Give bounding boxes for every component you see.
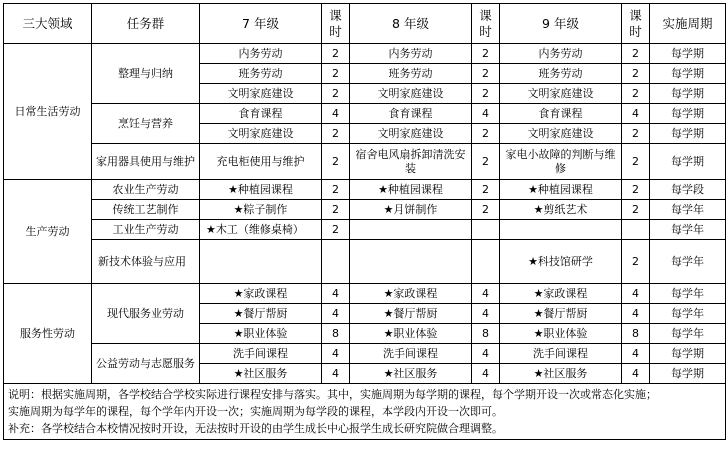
grade9-item: ★剪纸艺术	[500, 200, 622, 220]
grade7-item: 洗手间课程	[200, 344, 322, 364]
grade8-item: ★月饼制作	[350, 200, 472, 220]
grade7-hours: 4	[322, 304, 350, 324]
cycle-cell: 每学年	[650, 284, 726, 304]
grade8-hours: 2	[472, 144, 500, 180]
grade8-hours: 2	[472, 200, 500, 220]
grade7-item: ★职业体验	[200, 324, 322, 344]
grade9-item: 家电小故障的判断与维修	[500, 144, 622, 180]
grade7-item: ★粽子制作	[200, 200, 322, 220]
grade8-item: ★种植园课程	[350, 180, 472, 200]
grade9-item: 内务劳动	[500, 44, 622, 64]
grade9-hours: 2	[622, 180, 650, 200]
cycle-cell: 每学期	[650, 124, 726, 144]
table-row	[4, 284, 726, 304]
header-domain: 三大领域	[4, 4, 92, 44]
grade8-item: 宿舍电风扇拆卸清洗安装	[350, 144, 472, 180]
grade9-item: ★家政课程	[500, 284, 622, 304]
cycle-cell: 每学期	[650, 84, 726, 104]
grade9-hours: 2	[622, 124, 650, 144]
table-row	[4, 220, 726, 240]
grade7-item: 内务劳动	[200, 44, 322, 64]
group-cell: 现代服务业劳动	[92, 284, 200, 344]
table-row	[4, 104, 726, 124]
domain-cell: 日常生活劳动	[4, 44, 92, 180]
grade9-hours: 2	[622, 240, 650, 284]
grade8-hours: 4	[472, 284, 500, 304]
grade8-item: ★社区服务	[350, 364, 472, 384]
header-cycle: 实施周期	[650, 4, 726, 44]
grade7-hours: 4	[322, 284, 350, 304]
header-row	[4, 4, 726, 44]
grade9-item	[500, 220, 622, 240]
grade9-item: ★科技馆研学	[500, 240, 622, 284]
grade8-item: ★职业体验	[350, 324, 472, 344]
table-row	[4, 144, 726, 180]
grade9-item: 班务劳动	[500, 64, 622, 84]
grade8-hours: 8	[472, 324, 500, 344]
grade9-hours: 8	[622, 324, 650, 344]
grade7-item: 充电柜使用与维护	[200, 144, 322, 180]
cycle-cell: 每学年	[650, 304, 726, 324]
grade7-hours: 2	[322, 144, 350, 180]
grade8-hours: 4	[472, 344, 500, 364]
grade8-hours: 4	[472, 364, 500, 384]
grade9-item: 文明家庭建设	[500, 124, 622, 144]
labor-course-table	[3, 3, 726, 440]
notes-cell	[4, 384, 726, 440]
grade7-item: 食育课程	[200, 104, 322, 124]
header-hours-8: 课时	[472, 4, 500, 44]
cycle-cell: 每学期	[650, 44, 726, 64]
cycle-cell: 每学期	[650, 104, 726, 124]
grade8-item: 文明家庭建设	[350, 124, 472, 144]
grade9-item: ★餐厅帮厨	[500, 304, 622, 324]
grade7-item: ★家政课程	[200, 284, 322, 304]
grade9-item: 洗手间课程	[500, 344, 622, 364]
grade7-hours	[322, 240, 350, 284]
group-cell: 家用器具使用与维护	[92, 144, 200, 180]
grade8-item: ★餐厅帮厨	[350, 304, 472, 324]
grade8-item: ★家政课程	[350, 284, 472, 304]
grade8-hours: 2	[472, 84, 500, 104]
grade9-hours: 2	[622, 84, 650, 104]
cycle-cell: 每学期	[650, 64, 726, 84]
note-line-2: 实施周期为每学年的课程，每个学年内开设一次；实施周期为每学段的课程，本学段内开设一次即可。	[8, 405, 503, 418]
grade9-hours: 4	[622, 284, 650, 304]
group-cell: 整理与归纳	[92, 44, 200, 104]
table-row	[4, 44, 726, 64]
grade8-hours: 2	[472, 124, 500, 144]
grade8-item: 文明家庭建设	[350, 84, 472, 104]
cycle-cell: 每学期	[650, 364, 726, 384]
group-cell: 新技术体验与应用	[92, 240, 200, 284]
group-cell: 工业生产劳动	[92, 220, 200, 240]
grade8-hours: 2	[472, 64, 500, 84]
grade9-hours: 4	[622, 304, 650, 324]
grade7-item	[200, 240, 322, 284]
grade9-hours: 2	[622, 200, 650, 220]
grade7-hours: 2	[322, 180, 350, 200]
grade9-hours: 4	[622, 344, 650, 364]
grade8-hours	[472, 240, 500, 284]
grade8-item	[350, 240, 472, 284]
grade7-item: ★餐厅帮厨	[200, 304, 322, 324]
header-hours-9: 课时	[622, 4, 650, 44]
note-line-3: 补充：各学校结合本校情况按时开设，无法按时开设的由学生成长中心报学生成长研究院做合理调整。	[8, 422, 503, 435]
grade9-hours	[622, 220, 650, 240]
grade8-hours: 2	[472, 180, 500, 200]
cycle-cell: 每学年	[650, 220, 726, 240]
cycle-cell: 每学期	[650, 344, 726, 364]
domain-cell: 服务性劳动	[4, 284, 92, 384]
grade7-hours: 4	[322, 344, 350, 364]
grade8-item: 班务劳动	[350, 64, 472, 84]
grade8-item: 洗手间课程	[350, 344, 472, 364]
header-hours-7: 课时	[322, 4, 350, 44]
cycle-cell: 每学年	[650, 240, 726, 284]
grade7-hours: 8	[322, 324, 350, 344]
grade7-hours: 2	[322, 84, 350, 104]
grade9-hours: 2	[622, 44, 650, 64]
grade8-item: 食育课程	[350, 104, 472, 124]
group-cell: 烹饪与营养	[92, 104, 200, 144]
grade7-item: 班务劳动	[200, 64, 322, 84]
grade7-item: ★木工（维修桌椅）	[200, 220, 322, 240]
notes-row	[4, 384, 726, 440]
grade8-item: 内务劳动	[350, 44, 472, 64]
header-grade-9: 9 年级	[500, 4, 622, 44]
grade8-item	[350, 220, 472, 240]
header-grade-7: 7 年级	[200, 4, 322, 44]
group-cell: 农业生产劳动	[92, 180, 200, 200]
grade7-hours: 2	[322, 44, 350, 64]
grade9-hours: 2	[622, 144, 650, 180]
group-cell: 公益劳动与志愿服务	[92, 344, 200, 384]
grade9-item: ★种植园课程	[500, 180, 622, 200]
grade7-hours: 4	[322, 104, 350, 124]
header-group: 任务群	[92, 4, 200, 44]
table-row	[4, 344, 726, 364]
grade9-item: ★职业体验	[500, 324, 622, 344]
grade7-hours: 2	[322, 220, 350, 240]
grade7-item: ★种植园课程	[200, 180, 322, 200]
grade9-item: ★社区服务	[500, 364, 622, 384]
table-row	[4, 200, 726, 220]
grade9-hours: 4	[622, 104, 650, 124]
table-row	[4, 180, 726, 200]
grade7-item: 文明家庭建设	[200, 84, 322, 104]
grade7-hours: 4	[322, 364, 350, 384]
grade7-hours: 2	[322, 64, 350, 84]
table-row	[4, 240, 726, 284]
grade9-hours: 2	[622, 64, 650, 84]
grade8-hours: 2	[472, 44, 500, 64]
grade7-item: 文明家庭建设	[200, 124, 322, 144]
grade8-hours: 4	[472, 104, 500, 124]
cycle-cell: 每学期	[650, 144, 726, 180]
header-grade-8: 8 年级	[350, 4, 472, 44]
grade7-hours: 2	[322, 124, 350, 144]
grade9-item: 食育课程	[500, 104, 622, 124]
domain-cell: 生产劳动	[4, 180, 92, 284]
grade9-item: 文明家庭建设	[500, 84, 622, 104]
cycle-cell: 每学年	[650, 324, 726, 344]
grade8-hours	[472, 220, 500, 240]
grade7-hours: 2	[322, 200, 350, 220]
grade7-item: ★社区服务	[200, 364, 322, 384]
grade9-hours: 4	[622, 364, 650, 384]
cycle-cell: 每学年	[650, 200, 726, 220]
cycle-cell: 每学段	[650, 180, 726, 200]
grade8-hours: 4	[472, 304, 500, 324]
group-cell: 传统工艺制作	[92, 200, 200, 220]
note-line-1: 说明：根据实施周期，各学校结合学校实际进行课程安排与落实。其中，实施周期为每学期的课程，每个学期开设一次或常态化实施；	[8, 388, 657, 401]
